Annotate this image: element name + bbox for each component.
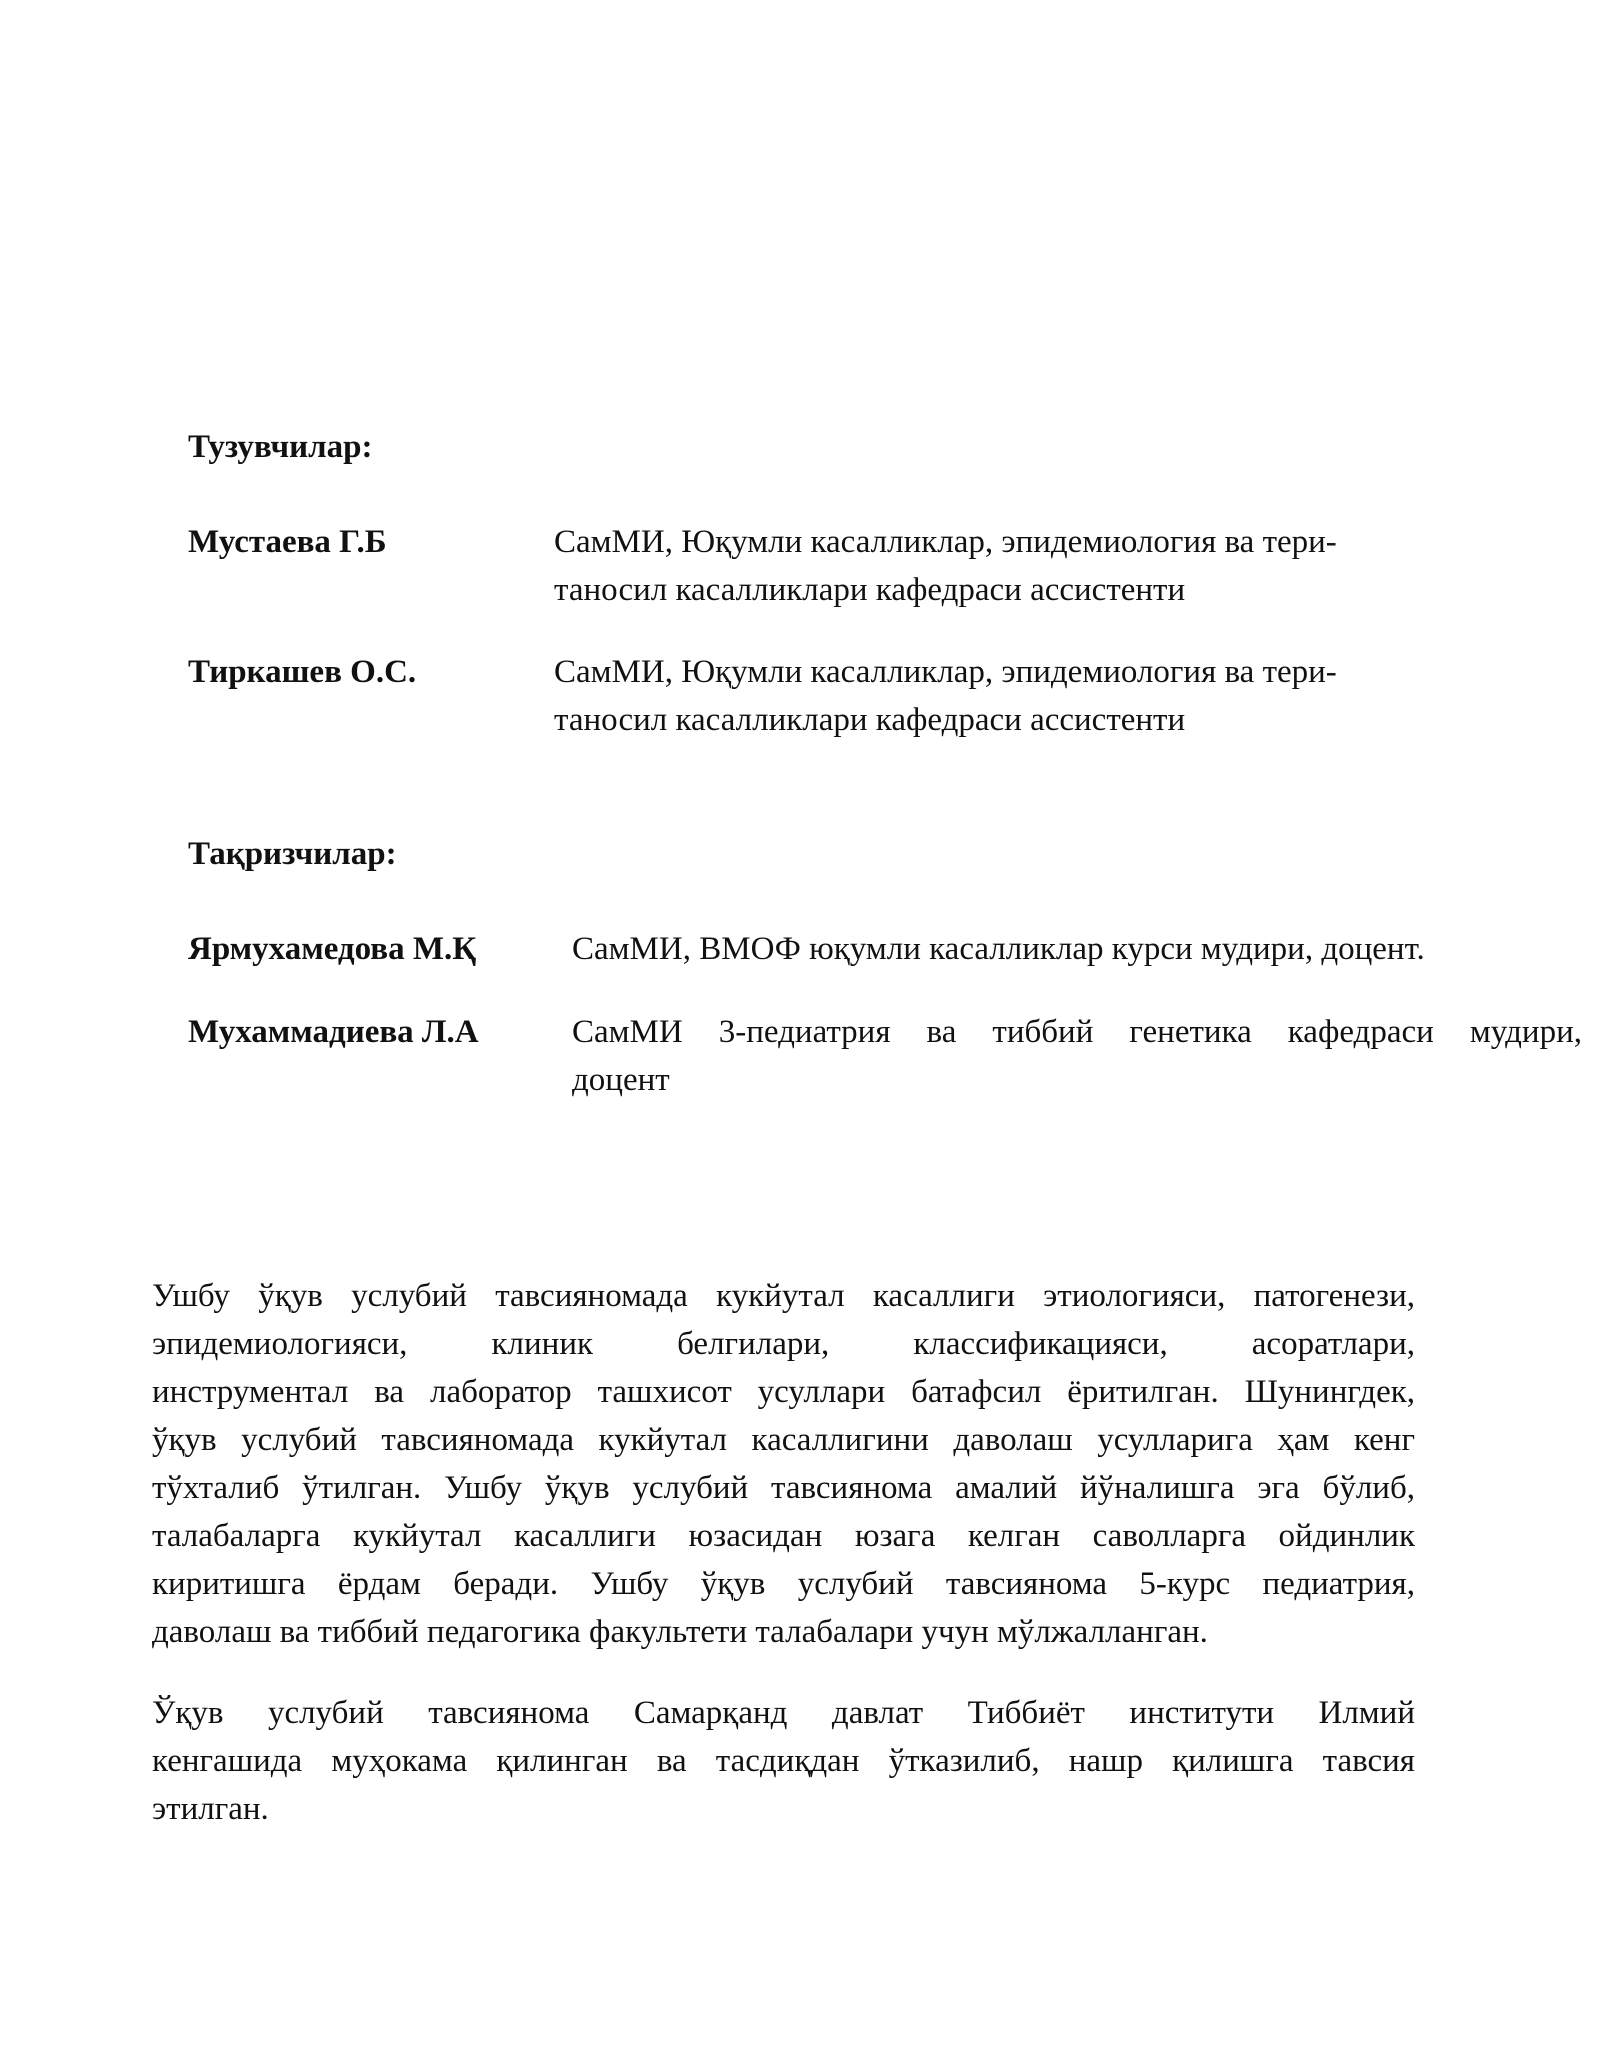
approval-paragraph (152, 1689, 1415, 1833)
affiliation-line: СамМИ, ВМОФ юқумли касалликлар курси мудири, доцент. (572, 931, 1425, 967)
reviewer-name: Мухаммадиева Л.А (188, 1014, 479, 1050)
affiliation-line: СамМИ 3-педиатрия ва тиббий генетика кафедраси мудири, (572, 1014, 1582, 1050)
compiler-name: Мустаева Г.Б (188, 524, 387, 560)
reviewer-affiliation (572, 925, 1425, 973)
compiler-affiliation (554, 648, 1337, 744)
paragraph-line: эпидемиологияси, клиник белгилари, классификацияси, асоратлари, (152, 1326, 1415, 1362)
compilers-heading: Тузувчилар: (188, 429, 373, 465)
compiler-affiliation (554, 518, 1337, 614)
paragraph-line: даволаш ва тиббий педагогика факультети талабалари учун мўлжалланган. (152, 1614, 1208, 1650)
paragraph-line: талабаларга кукйутал касаллиги юзасидан юзага келган саволларга ойдинлик (152, 1518, 1415, 1554)
affiliation-line: таносил касалликлари кафедраси ассистенти (554, 702, 1186, 738)
summary-paragraph (152, 1272, 1415, 1656)
paragraph-line: Ушбу ўқув услубий тавсияномада кукйутал касаллиги этиологияси, патогенези, (152, 1278, 1415, 1314)
paragraph-line: ўқув услубий тавсияномада кукйутал касаллигини даволаш усулларига ҳам кенг (152, 1422, 1415, 1458)
compiler-name: Тиркашев О.С. (188, 654, 417, 690)
affiliation-line: СамМИ, Юқумли касалликлар, эпидемиология ва тери- (554, 524, 1337, 560)
affiliation-line: СамМИ, Юқумли касалликлар, эпидемиология ва тери- (554, 654, 1337, 690)
compiler-entry (188, 648, 1600, 748)
paragraph-line: Ўқув услубий тавсиянома Самарқанд давлат Тиббиёт институти Илмий (152, 1695, 1415, 1731)
compiler-entry (188, 518, 1600, 618)
paragraph-line: тўхталиб ўтилган. Ушбу ўқув услубий тавсиянома амалий йўналишга эга бўлиб, (152, 1470, 1415, 1506)
paragraph-line: этилган. (152, 1791, 269, 1827)
affiliation-line: таносил касалликлари кафедраси ассистенти (554, 572, 1186, 608)
reviewer-entry (188, 1008, 1600, 1108)
reviewer-affiliation (572, 1008, 1582, 1104)
paragraph-line: инструментал ва лаборатор ташхисот усуллари батафсил ёритилган. Шунингдек, (152, 1374, 1415, 1410)
paragraph-line: кенгашида муҳокама қилинган ва тасдиқдан ўтказилиб, нашр қилишга тавсия (152, 1743, 1415, 1779)
paragraph-line: киритишга ёрдам беради. Ушбу ўқув услубий тавсиянома 5-курс педиатрия, (152, 1566, 1415, 1602)
affiliation-line: доцент (572, 1062, 670, 1098)
reviewer-name: Ярмухамедова М.Қ (188, 931, 477, 967)
reviewers-heading: Тақризчилар: (188, 836, 397, 872)
